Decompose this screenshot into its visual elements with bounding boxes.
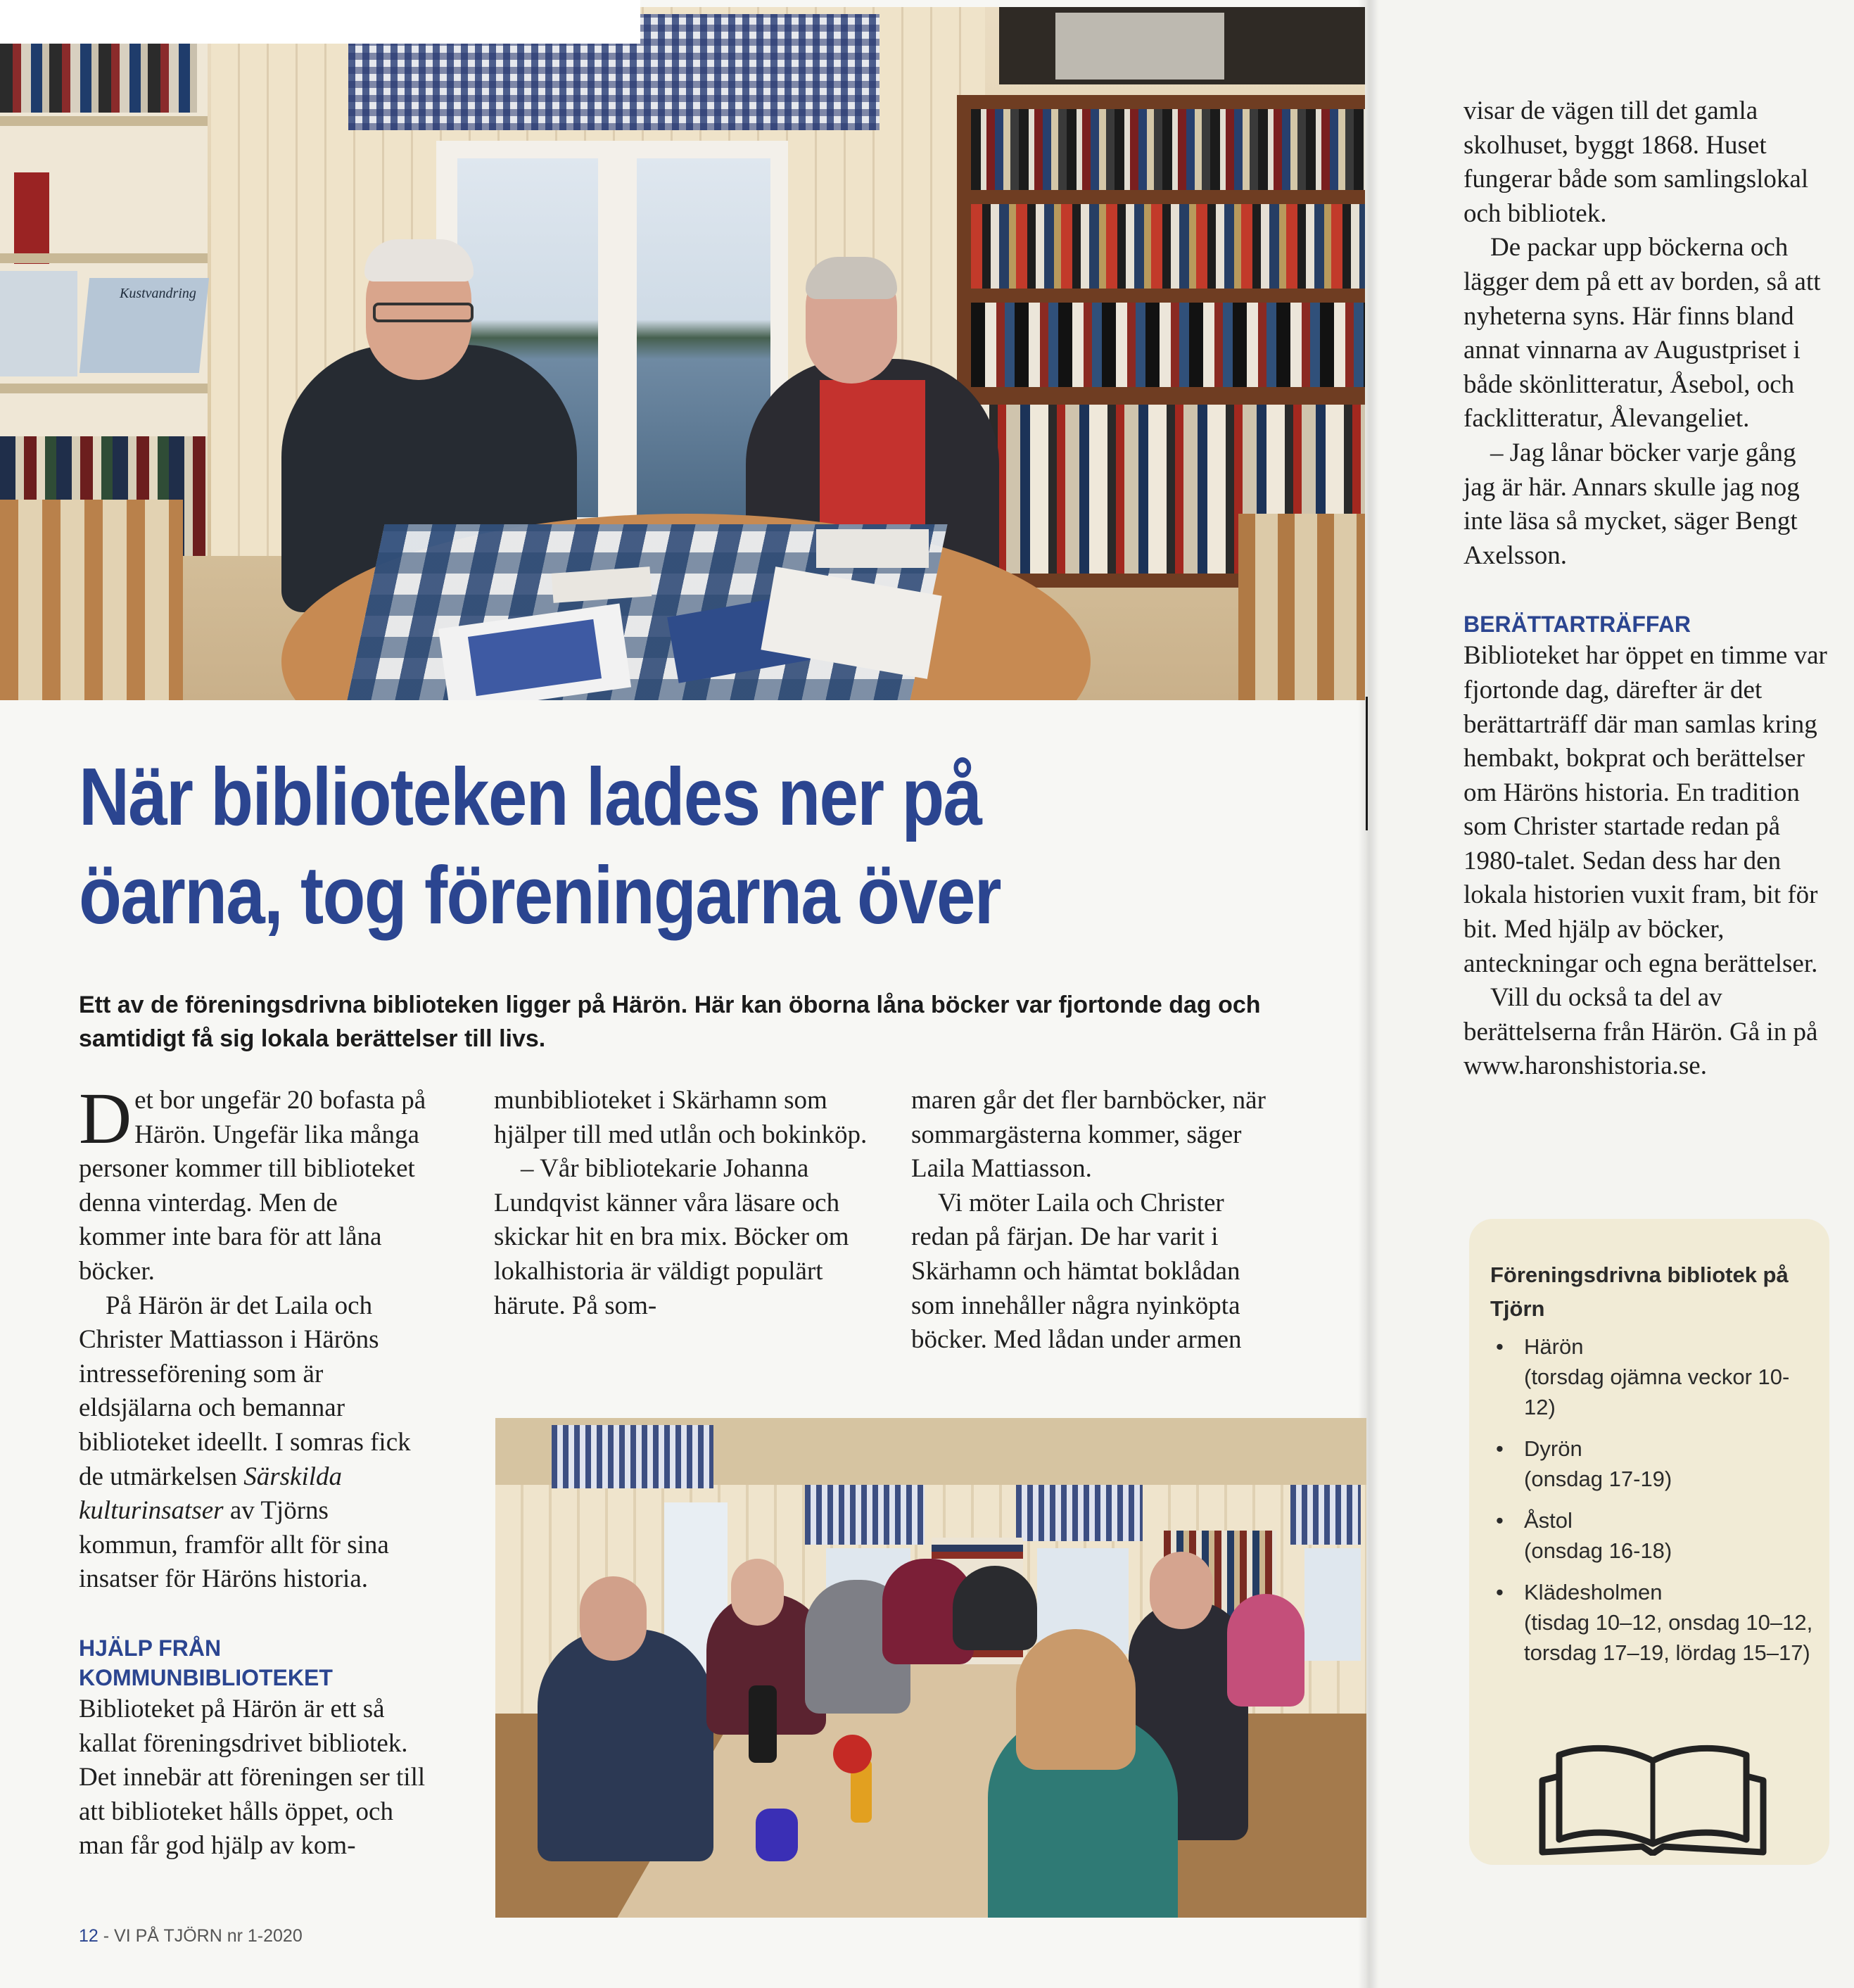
intro-paragraph (79, 1078, 431, 1289)
column-1 (79, 1078, 431, 1863)
drop-cap: D (79, 1078, 132, 1159)
photo-library-interior (0, 7, 1365, 700)
list-item (1490, 1433, 1814, 1494)
paragraph-summer: maren går det fler barnböcker, när sommargästerna kommer, säger Laila Mattiasson. (911, 1086, 1266, 1184)
list-item (1490, 1577, 1814, 1668)
award-text-after: av Tjörns kommun, framför allt för sina insatser för Häröns historia. (79, 1496, 389, 1594)
paragraph-foreningsdrivet: Biblioteket på Härön är ett så kallat föreningsdrivet bibliotek. Det innebär att föreningen ser till att biblioteket hålls öppet, och man får god hjälp av kom- (79, 1694, 426, 1861)
paragraph-new-books: De packar upp böckerna och lägger dem på ett av borden, så att nyheterna syns. Här finns bland annat vinnarna av Augustpriset i både skönlitteratur, Åsebol, och facklitteratur, Ålevangeliet. (1463, 233, 1821, 433)
open-book-icon (1537, 1740, 1769, 1856)
magazine-issue: - VI PÅ TJÖRN nr 1-2020 (98, 1926, 303, 1946)
scan-corner (0, 0, 640, 44)
info-box-libraries (1469, 1219, 1829, 1865)
paragraph-award (79, 1289, 431, 1597)
award-title: Särskilda kulturinsatser (79, 1462, 343, 1526)
subhead-kommunbibliotek: HJÄLP FRÅN KOMMUNBIBLIOTEKET (79, 1635, 333, 1690)
list-item (1490, 1505, 1814, 1566)
intro-text: et bor ungefär 20 bofasta på Härön. Ungefär lika många personer kommer till biblioteket denna vinterdag. Men de kommer inte bara för att låna böcker. (79, 1086, 426, 1286)
paragraph-website: Vill du också ta del av berättelserna från Härön. Gå in på www.haronshistoria.se. (1463, 983, 1818, 1081)
headline-line-1: När biblioteken lades ner på (79, 751, 982, 842)
lede: Ett av de föreningsdrivna biblioteken ligger på Härön. Här kan öborna låna böcker var fjortonde dag och samtidigt få sig lokala berättelser till livs. (79, 992, 1261, 1052)
bullet: • (1496, 1508, 1504, 1533)
library-hours: (onsdag 16-18) (1524, 1538, 1672, 1563)
info-box-title: Föreningsdrivna bibliotek på Tjörn (1490, 1262, 1789, 1321)
paragraph-schoolhouse: visar de vägen till det gamla skolhuset, byggt 1868. Huset fungerar både som samlingslokal och bibliotek. (1463, 96, 1809, 228)
headline-line-2: öarna, tog föreningarna över (79, 849, 1001, 941)
library-list (1490, 1331, 1814, 1679)
column-2 (494, 1084, 888, 1323)
paragraph-quote-bengt: – Jag lånar böcker varje gång jag är här. Annars skulle jag nog inte läsa så mycket, säger Bengt Axelsson. (1463, 438, 1800, 570)
subhead-berattartraffar: BERÄTTARTRÄFFAR (1463, 612, 1691, 638)
library-hours: (tisdag 10–12, onsdag 10–12, torsdag 17–19, lördag 15–17) (1524, 1610, 1813, 1665)
column-4 (1463, 94, 1829, 1084)
paragraph-ferry: Vi möter Laila och Christer redan på färjan. De har varit i Skärhamn och hämtat boklådan som innehåller några nyinköpta böcker. Med lådan under armen (911, 1188, 1242, 1355)
paragraph-quote-librarian: – Vår bibliotekarie Johanna Lundqvist känner våra läsare och skickar hit en bra mix. Böcker om lokalhistoria är väldigt populärt härute. På som- (494, 1154, 849, 1320)
photo-storytelling-gathering (495, 1418, 1366, 1918)
column-3 (911, 1084, 1277, 1357)
bullet: • (1496, 1436, 1504, 1461)
book-title-kustvandring: Kustvandring (120, 286, 196, 301)
paragraph-storytelling: Biblioteket har öppet en timme var fjortonde dag, därefter är det berättarträff där man samlas kring hembakt, bokprat och berättelser om Häröns historia. En tradition som Christer startade redan på 1980-talet. Sedan dess har den lokala historien vuxit fram, bit för bit. Med hjälp av böcker, anteckningar och egna berättelser. (1463, 641, 1827, 978)
bullet: • (1496, 1334, 1504, 1359)
library-hours: (torsdag ojämna veckor 10-12) (1524, 1365, 1790, 1419)
library-name: Härön (1524, 1334, 1584, 1359)
library-name: Klädesholmen (1524, 1580, 1663, 1604)
award-text-before: På Härön är det Laila och Christer Mattiasson i Häröns intresseförening som är eldsjälarna och bemannar biblioteket ideellt. I somras fick de utmärkelsen (79, 1291, 411, 1491)
library-hours: (onsdag 17-19) (1524, 1467, 1672, 1491)
library-name: Åstol (1524, 1508, 1573, 1533)
list-item (1490, 1331, 1814, 1422)
fold-line (1366, 697, 1368, 830)
page-footer (79, 1926, 303, 1946)
library-name: Dyrön (1524, 1436, 1582, 1461)
page-number: 12 (79, 1926, 99, 1946)
bullet: • (1496, 1580, 1504, 1604)
headline (79, 747, 1059, 944)
paragraph-kommunbibliotek: munbiblioteket i Skärhamn som hjälper till med utlån och bokinköp. (494, 1086, 868, 1149)
